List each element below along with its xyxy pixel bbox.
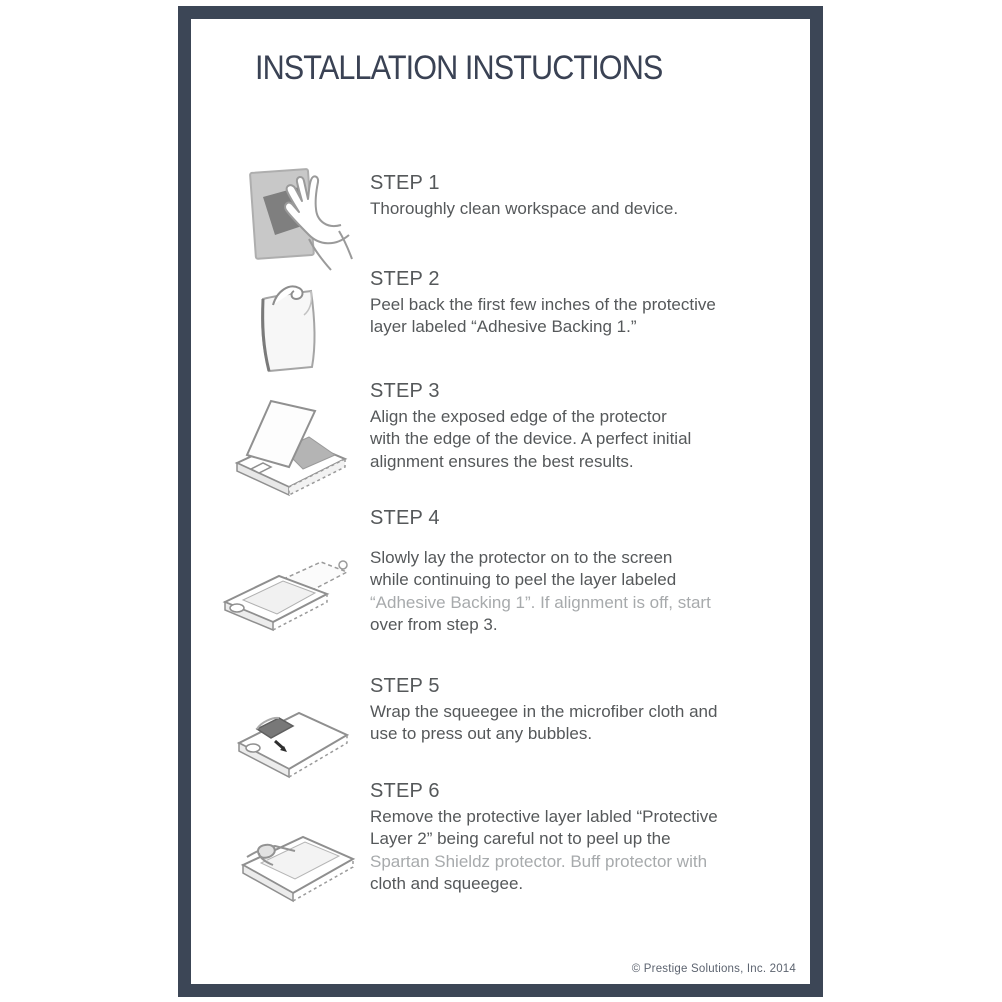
remove-top-layer-icon	[235, 813, 357, 909]
step-text-line: alignment ensures the best results.	[370, 451, 634, 471]
step-text-line: Layer 2” being careful not to peel up the	[370, 829, 671, 849]
step-text-line: cloth and squeegee.	[370, 874, 524, 894]
step-text-line: while continuing to peel the layer labeled	[370, 570, 677, 590]
step-heading: STEP 2	[370, 268, 440, 290]
step-text-line: use to press out any bubbles.	[370, 724, 593, 744]
step-2	[370, 268, 790, 339]
step-text-line: Wrap the squeegee in the microfiber cloth and	[370, 702, 718, 721]
step-heading: STEP 1	[370, 172, 440, 194]
peel-backing-corner-icon	[249, 279, 334, 374]
step-heading: STEP 5	[370, 675, 440, 697]
step-text-line: “Adhesive Backing 1”. If alignment is off, start	[370, 592, 711, 612]
step-text-line: Align the exposed edge of the protector	[370, 407, 667, 426]
step-5	[370, 675, 790, 746]
step-text-line: over from step 3.	[370, 615, 498, 635]
lay-protector-on-screen-icon	[219, 554, 351, 644]
step-text-line: with the edge of the device. A perfect initial	[370, 429, 692, 449]
step-4	[370, 507, 790, 637]
step-1	[370, 172, 790, 220]
step-heading: STEP 4	[370, 507, 440, 529]
hand-wiping-device-icon	[231, 165, 355, 273]
step-heading: STEP 3	[370, 380, 440, 402]
step-text-line: Spartan Shieldz protector. Buff protector with	[370, 851, 708, 871]
step-text-line: Peel back the first few inches of the protective	[370, 295, 716, 314]
page-title: INSTALLATION INSTUCTIONS	[255, 49, 663, 87]
squeegee-press-icon	[233, 691, 353, 783]
step-text-line: Remove the protective layer labled “Protective	[370, 807, 718, 826]
step-text-line: layer labeled “Adhesive Backing 1.”	[370, 317, 637, 337]
copyright-text: © Prestige Solutions, Inc. 2014	[631, 963, 796, 975]
step-heading: STEP 6	[370, 780, 440, 802]
align-protector-edge-icon	[231, 391, 351, 499]
step-text-line: Slowly lay the protector on to the screen	[370, 548, 673, 567]
step-6	[370, 780, 790, 896]
border-frame	[178, 6, 823, 997]
step-text-line: Thoroughly clean workspace and device.	[370, 199, 679, 218]
step-3	[370, 380, 790, 473]
